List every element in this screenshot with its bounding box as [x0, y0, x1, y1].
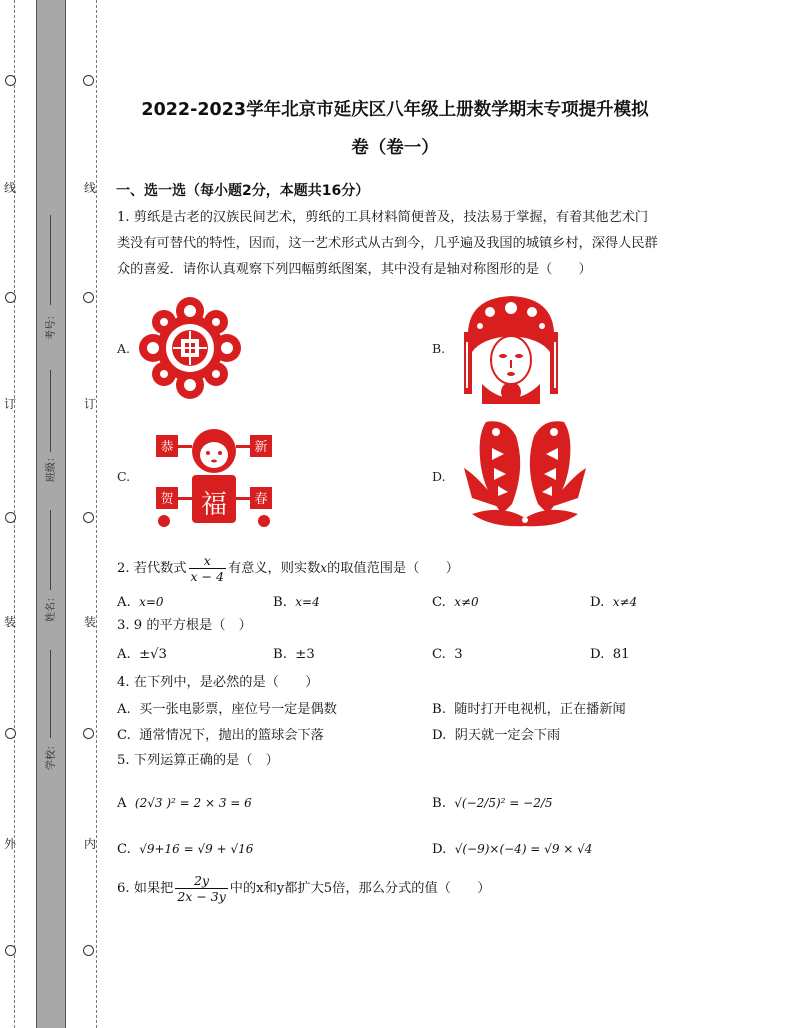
- exam-number-label: 考号：: [46, 310, 57, 340]
- name-label: 姓名：: [46, 592, 57, 622]
- margin-char: 外: [4, 837, 17, 851]
- option-text: 随时打开电视机，正在播新闻: [454, 702, 626, 717]
- option-label: A.: [117, 341, 131, 356]
- option-text: √(−9)×(−4) = √9 × √4: [454, 842, 593, 856]
- papercut-flower-image: [137, 295, 243, 401]
- q2-option-b[interactable]: [273, 595, 320, 610]
- q5-stem: 5. 下列运算正确的是（ ）: [117, 753, 279, 768]
- option-label: B.: [273, 595, 287, 610]
- punch-hole: [83, 512, 94, 523]
- q4-stem: 4. 在下列中，是必然的是（ ）: [117, 675, 319, 690]
- exam-number-blank[interactable]: [50, 215, 51, 305]
- q2-option-c[interactable]: [432, 595, 479, 610]
- q5-option-a[interactable]: [117, 796, 252, 811]
- q4-option-c[interactable]: [117, 729, 324, 743]
- q3-option-b[interactable]: [273, 648, 315, 662]
- option-label: D.: [432, 469, 446, 484]
- he-char: 贺: [160, 492, 174, 507]
- punch-hole: [83, 728, 94, 739]
- q2-stem: [117, 552, 459, 584]
- q2-stem-c: 的取值范围是（ ）: [327, 561, 459, 576]
- name-blank[interactable]: [50, 510, 51, 590]
- papercut-fu-child-image: [150, 425, 278, 529]
- option-text: 买一张电影票，座位号一定是偶数: [139, 702, 337, 717]
- punch-hole: [5, 292, 16, 303]
- option-label: A.: [117, 595, 131, 610]
- option-text: ±√3: [139, 647, 167, 662]
- punch-hole: [83, 292, 94, 303]
- q5-option-c[interactable]: [117, 842, 253, 857]
- fraction-denominator: 2x − 3y: [177, 889, 226, 904]
- margin-char: 内: [84, 837, 97, 851]
- q3-stem: 3. 9 的平方根是（ ）: [117, 618, 252, 633]
- punch-hole: [83, 75, 94, 86]
- option-label: D.: [590, 647, 605, 662]
- q6-stem: [117, 872, 490, 906]
- option-label: B.: [432, 796, 446, 811]
- q5-option-b[interactable]: [432, 796, 553, 811]
- q1-text: 众的喜爱．请你认真观察下列四幅剪纸图案，其中没有是轴对称图形的是（ ）: [117, 262, 592, 277]
- chun-char: 春: [254, 492, 268, 507]
- q5-option-d[interactable]: [432, 842, 592, 857]
- binding-gutter: [36, 0, 66, 1028]
- punch-hole: [5, 75, 16, 86]
- option-label: A.: [117, 647, 131, 662]
- punch-hole: [5, 728, 16, 739]
- q4-option-b[interactable]: [432, 703, 626, 717]
- option-text: x≠0: [454, 595, 479, 609]
- option-label: D.: [432, 842, 447, 857]
- q2-fraction: [189, 553, 226, 584]
- option-text: x≠4: [612, 595, 638, 609]
- class-label: 班级：: [46, 452, 57, 482]
- option-label: A: [117, 796, 127, 811]
- q3-option-a[interactable]: [117, 648, 167, 662]
- margin-char: 线: [4, 181, 17, 195]
- q6-stem-b: 中的x和y都扩大5倍，那么分式的值（ ）: [229, 881, 491, 896]
- document-title-line2: 卷（卷一）: [351, 138, 439, 158]
- q1-text: 类没有可替代的特性，因而，这一艺术形式从古到今，几乎遍及我国的城镇乡村，深得人民群: [117, 236, 658, 251]
- option-label: B.: [273, 647, 287, 662]
- papercut-fish-image: [462, 418, 588, 530]
- q3-option-d[interactable]: [590, 648, 629, 662]
- school-blank[interactable]: [50, 650, 51, 738]
- margin-char: 线: [84, 181, 97, 195]
- option-label: B.: [432, 341, 446, 356]
- q3-option-c[interactable]: [432, 648, 463, 662]
- q2-option-d[interactable]: [590, 595, 637, 610]
- option-text: ±3: [295, 647, 315, 662]
- q1-text: 1. 剪纸是古老的汉族民间艺术，剪纸的工具材料简便普及，技法易于掌握，有着其他艺术门: [117, 210, 649, 225]
- q2-option-a[interactable]: [117, 595, 164, 610]
- option-text: x=0: [139, 595, 164, 609]
- q2-stem-a: 2. 若代数式: [117, 561, 187, 576]
- option-label: A.: [117, 702, 131, 717]
- margin-char: 装: [84, 615, 97, 629]
- school-label: 学校：: [46, 740, 57, 770]
- option-text: (2√3 )² = 2 × 3 = 6: [134, 796, 252, 810]
- gong-char: 恭: [160, 440, 174, 455]
- inner-dashed-line: [96, 0, 97, 1028]
- option-label: C.: [432, 647, 446, 662]
- section-heading: 一、选一选（每小题2分，本题共16分）: [116, 183, 370, 199]
- option-label: C.: [117, 728, 131, 743]
- fraction-numerator: x: [189, 553, 226, 569]
- option-text: √(−2/5)² = −2/5: [454, 796, 553, 810]
- option-label: C.: [117, 842, 131, 857]
- xin-char: 新: [254, 440, 268, 455]
- q2-stem-b: 有意义，则实数: [227, 561, 321, 576]
- option-label: C.: [432, 595, 446, 610]
- margin-char: 订: [4, 397, 17, 411]
- option-text: 81: [612, 647, 630, 662]
- margin-char: 装: [4, 615, 17, 629]
- class-blank[interactable]: [50, 370, 51, 452]
- punch-hole: [5, 945, 16, 956]
- option-text: 阴天就一定会下雨: [454, 728, 561, 743]
- option-label: B.: [432, 702, 446, 717]
- punch-hole: [83, 945, 94, 956]
- fraction-numerator: 2y: [175, 873, 227, 889]
- option-text: √9+16 = √9 + √16: [139, 842, 254, 856]
- q6-fraction: [175, 873, 227, 904]
- punch-hole: [5, 512, 16, 523]
- option-label: D.: [432, 728, 447, 743]
- document-title: 2022-2023学年北京市延庆区八年级上册数学期末专项提升模拟: [141, 100, 649, 120]
- papercut-face-image: [460, 292, 562, 408]
- option-label: D.: [590, 595, 605, 610]
- q2-variable: x: [320, 561, 328, 575]
- fu-char: 福: [200, 490, 228, 520]
- q4-option-d[interactable]: [432, 729, 560, 743]
- fraction-denominator: x − 4: [190, 569, 224, 584]
- margin-char: 订: [84, 397, 97, 411]
- q6-stem-a: 6. 如果把: [117, 881, 174, 896]
- option-label: C.: [117, 469, 131, 484]
- option-text: 3: [454, 647, 463, 662]
- option-text: x=4: [295, 595, 320, 609]
- option-text: 通常情况下，抛出的篮球会下落: [139, 728, 324, 743]
- q4-option-a[interactable]: [117, 703, 337, 717]
